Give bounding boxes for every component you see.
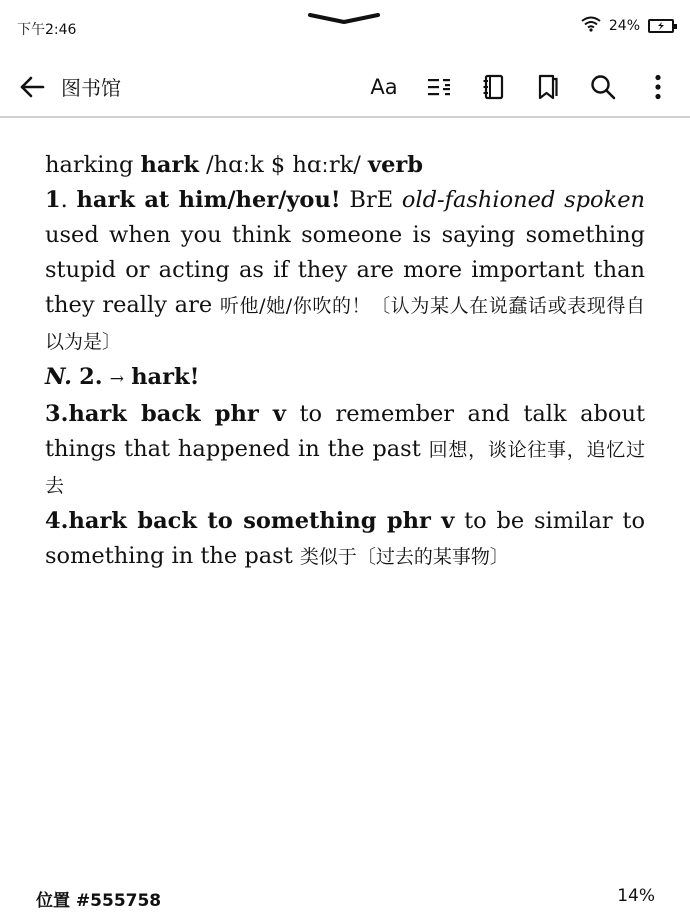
pull-down-handle-icon[interactable] xyxy=(308,11,380,30)
definition: to be similar to something in the past xyxy=(45,508,645,569)
translation: 回想，谈论往事，追忆过去 xyxy=(45,439,645,497)
battery-percent: 24% xyxy=(608,18,640,34)
table-of-contents-icon[interactable] xyxy=(423,71,455,103)
translation: 类似于〔过去的某事物〕 xyxy=(299,546,509,568)
pronunciation: /hɑːk $ hɑːrk/ xyxy=(206,152,361,178)
definition: used when you think someone is saying something stupid or acting as if they are more important than they really are xyxy=(45,222,645,318)
dictionary-entry xyxy=(45,148,645,575)
sense-1: 1. hark at him/her/you! BrE old-fashioned spoken used when you think someone is saying something stupid or acting as if they are more important than they really are 听他/她/你吹的！〔认为某人在说蠢话或表现得自以为是〕 xyxy=(45,187,646,353)
arrow-left-icon xyxy=(19,76,45,98)
location-indicator[interactable]: 位置 #555758 xyxy=(36,891,162,911)
wifi-icon xyxy=(581,16,601,36)
sense-phrase: hark back phr v xyxy=(68,401,286,427)
headword: hark xyxy=(140,152,199,178)
notebook-icon[interactable] xyxy=(477,71,509,103)
battery-icon xyxy=(648,19,674,33)
status-indicators xyxy=(581,16,674,36)
more-vertical-icon[interactable] xyxy=(642,71,674,103)
sense-number: 3. xyxy=(45,401,69,427)
bookmark-icon[interactable] xyxy=(532,71,564,103)
library-title[interactable]: 图书馆 xyxy=(61,76,121,100)
status-time: 下午2:46 xyxy=(17,22,77,38)
sense-number: 4. xyxy=(45,508,69,534)
register-label: old-fashioned spoken xyxy=(401,187,646,213)
search-icon[interactable] xyxy=(587,71,619,103)
sense-phrase: hark at him/her/you! xyxy=(76,187,341,213)
entry-header xyxy=(45,148,645,183)
definition: to remember and talk about things that happened in the past xyxy=(45,401,645,462)
part-of-speech: verb xyxy=(368,152,423,178)
translation: 听他/她/你吹的！〔认为某人在说蠢话或表现得自以为是〕 xyxy=(45,295,646,353)
sense-4 xyxy=(45,504,645,575)
sense-number: 2. xyxy=(79,364,103,390)
back-button[interactable] xyxy=(17,72,47,102)
cross-reference-arrow: → xyxy=(109,369,125,389)
headword-inflection: harking xyxy=(45,152,134,178)
reading-progress[interactable]: 14% xyxy=(617,886,655,906)
reader-toolbar xyxy=(0,58,690,118)
sense-3 xyxy=(45,397,645,504)
sense-phrase: hark back to something phr v xyxy=(68,508,455,534)
font-settings-button[interactable]: Aa xyxy=(370,75,398,99)
status-bar xyxy=(0,0,690,52)
region-label: BrE xyxy=(349,187,394,213)
note-label: N. xyxy=(45,364,72,390)
sense-number: 1 xyxy=(45,187,61,213)
sense-2 xyxy=(45,360,645,397)
cross-reference-link[interactable]: hark! xyxy=(131,364,200,390)
